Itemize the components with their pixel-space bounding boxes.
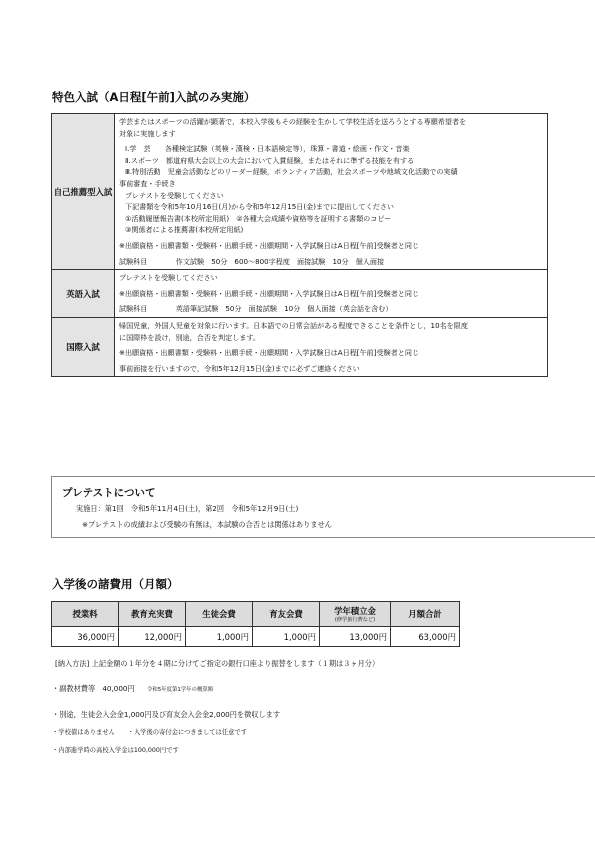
- category-international: 国際入試: [52, 317, 115, 376]
- detail-line: Ⅰ.学 芸 各種検定試験（英検・漢検・日本語検定等），珠算・書道・絵画・作文・音楽: [125, 144, 410, 154]
- table-cell: 36,000円: [52, 627, 119, 647]
- detail-line: 事前面接を行いますので，令和5年12月15日(金)までに必ずご連絡ください: [119, 363, 360, 373]
- materials-fee: [52, 683, 213, 696]
- header-pta: 育友会費: [253, 602, 320, 627]
- header-savings-label: 学年積立金: [334, 605, 376, 616]
- header-tuition: 授業料: [52, 602, 119, 627]
- materials-fee-label: ・副教材費等 40,000円: [52, 684, 135, 693]
- fees-title: 入学後の諸費用（月額）: [52, 577, 179, 591]
- table-row: [52, 270, 548, 318]
- detail-line: に国際枠を設け，別途，合否を判定します。: [119, 332, 261, 342]
- detail-line: 対象に実施します: [119, 128, 176, 138]
- internal-admission-note: ・内部進学時の高校入学金は100,000円です: [52, 747, 179, 754]
- pretest-box: [51, 476, 595, 538]
- pretest-dates: 実施日：第1回 令和5年11月4日(土)，第2回 令和5年12月9日(土): [76, 504, 299, 513]
- detail-cell: [115, 317, 548, 376]
- detail-line: ①活動履歴報告書(本校所定用紙) ②各種大会成績や資格等を証明する書類のコピー: [125, 213, 392, 223]
- admission-fee-note: ・別途，生徒会入会金1,000円及び育友会入会金2,000円を徴収します: [52, 710, 281, 719]
- school-bond-note: ・学校債はありません ・入学後の寄付金につきましては任意です: [52, 729, 248, 736]
- detail-line: ③関係者による推薦書(本校所定用紙): [125, 225, 244, 235]
- category-english: 英語入試: [52, 270, 115, 318]
- detail-line: ※出願資格・出願書類・受験料・出願手続・出願期間・入学試験日はA日程[午前]受験者と同じ: [119, 348, 420, 358]
- pretest-note: ※プレテストの成績および受験の有無は，本試験の合否とは関係はありません: [82, 520, 332, 529]
- detail-line: 試験科目 作文試験 50分 600～800字程度 面接試験 10分 個人面接: [119, 256, 385, 266]
- table-cell: 1,000円: [186, 627, 253, 647]
- detail-line: 試験科目 英語筆記試験 50分 面接試験 10分 個人面接（英会話を含む）: [119, 304, 393, 314]
- fees-table: [51, 601, 460, 647]
- detail-line: ※出願資格・出願書類・受験料・出願手続・出願期間・入学試験日はA日程[午前]受験者と同じ: [119, 288, 420, 298]
- table-row: [52, 114, 548, 270]
- table-row: [52, 627, 460, 647]
- header-student-council: 生徒会費: [186, 602, 253, 627]
- detail-cell: [115, 270, 548, 318]
- table-header-row: [52, 602, 460, 627]
- detail-line: Ⅱ.スポーツ 都道府県大会以上の大会において入賞経験，またはそれに準ずる技能を有する: [125, 155, 415, 165]
- header-total: 月額合計: [391, 602, 460, 627]
- materials-fee-note: 令和5年度第1学年の概算額: [146, 687, 214, 693]
- header-savings-sub: (修学旅行費など): [334, 616, 376, 623]
- special-exam-table: [51, 113, 548, 377]
- detail-line: プレテストを受験してください: [125, 190, 224, 200]
- detail-line: 下記書類を令和5年10月16日(月)から令和5年12月15日(金)までに提出してください: [125, 202, 395, 212]
- header-savings: [320, 602, 391, 627]
- special-exam-title: 特色入試（A日程[午前]入試のみ実施）: [52, 90, 256, 104]
- detail-line: 帰国児童，外国人児童を対象に行います。日本語での日常会話がある程度できることを条件とし，10名を限度: [119, 320, 468, 330]
- table-cell: 12,000円: [119, 627, 186, 647]
- header-education: 教育充実費: [119, 602, 186, 627]
- detail-line: プレテストを受験してください: [119, 273, 218, 283]
- detail-line: ※出願資格・出願書類・受験料・出願手続・出願期間・入学試験日はA日程[午前]受験者と同じ: [119, 240, 420, 250]
- detail-line: 事前審査・手続き: [119, 178, 176, 188]
- detail-line: Ⅲ.特別活動 児童会活動などのリーダー経験，ボランティア活動，社会スポーツや地域文化活動での実績: [125, 167, 458, 177]
- table-cell: 13,000円: [320, 627, 391, 647]
- payment-method: [納入方法] 上記金額の１年分を４期に分けてご指定の銀行口座より振替をします（１期は３ヶ月分）: [55, 659, 380, 668]
- table-cell: 63,000円: [391, 627, 460, 647]
- category-self-recommendation: 自己推薦型入試: [52, 114, 115, 270]
- detail-cell: [115, 114, 548, 270]
- detail-line: 学芸またはスポーツの活躍が顕著で，本校入学後もその経験を生かして学校生活を送ろうとする専願希望者を: [119, 117, 467, 126]
- pretest-title: プレテストについて: [62, 487, 156, 499]
- table-cell: 1,000円: [253, 627, 320, 647]
- table-row: [52, 317, 548, 376]
